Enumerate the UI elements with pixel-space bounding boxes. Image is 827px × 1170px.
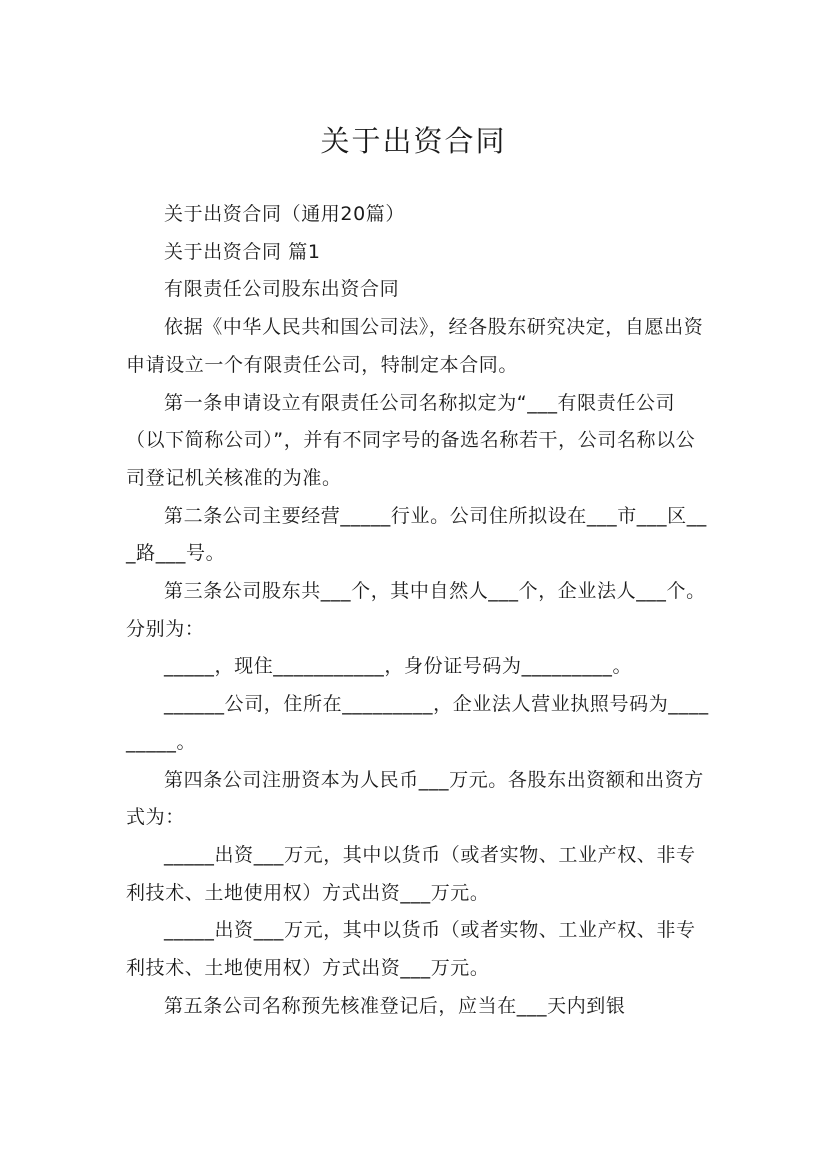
paragraph-clause-4: 第四条公司注册资本为人民币___万元。各股东出资额和出资方式为：	[126, 768, 704, 829]
paragraph-clause-1: 第一条申请设立有限责任公司名称拟定为“___有限责任公司（以下简称公司）”，并有不同字号的备选名称若干，公司名称以公司登记机关核准的为准。	[126, 391, 696, 489]
paragraph-clause-3: 第三条公司股东共___个，其中自然人___个，企业法人___个。分别为：	[126, 580, 706, 640]
document-body	[126, 196, 711, 1025]
paragraph-contribution-2: _____出资___万元，其中以货币（或者实物、工业产权、非专利技术、土地使用权）方式出资___万元。	[126, 919, 696, 980]
paragraph-clause-5: 第五条公司名称预先核准登记后，应当在___天内到银	[164, 994, 626, 1017]
paragraph-preamble: 依据《中华人民共和国公司法》，经各股东研究决定，自愿出资申请设立一个有限责任公司，特制定本合同。	[126, 316, 704, 376]
paragraph-article-number: 关于出资合同 篇1	[164, 240, 321, 263]
document-title: 关于出资合同	[320, 124, 507, 159]
paragraph-shareholder-company: ______公司，住所在_________，企业法人营业执照号码为_________。	[126, 693, 709, 753]
paragraph-clause-2: 第二条公司主要经营_____行业。公司住所拟设在___市___区___路___号。	[126, 504, 707, 565]
paragraph-collection-heading: 关于出资合同（通用20篇）	[164, 203, 405, 225]
paragraph-contract-name: 有限责任公司股东出资合同	[164, 278, 400, 301]
paragraph-contribution-1: _____出资___万元，其中以货币（或者实物、工业产权、非专利技术、土地使用权）方式出资___万元。	[126, 843, 696, 904]
paragraph-shareholder-person: _____，现住___________，身份证号码为_________。	[164, 655, 633, 678]
